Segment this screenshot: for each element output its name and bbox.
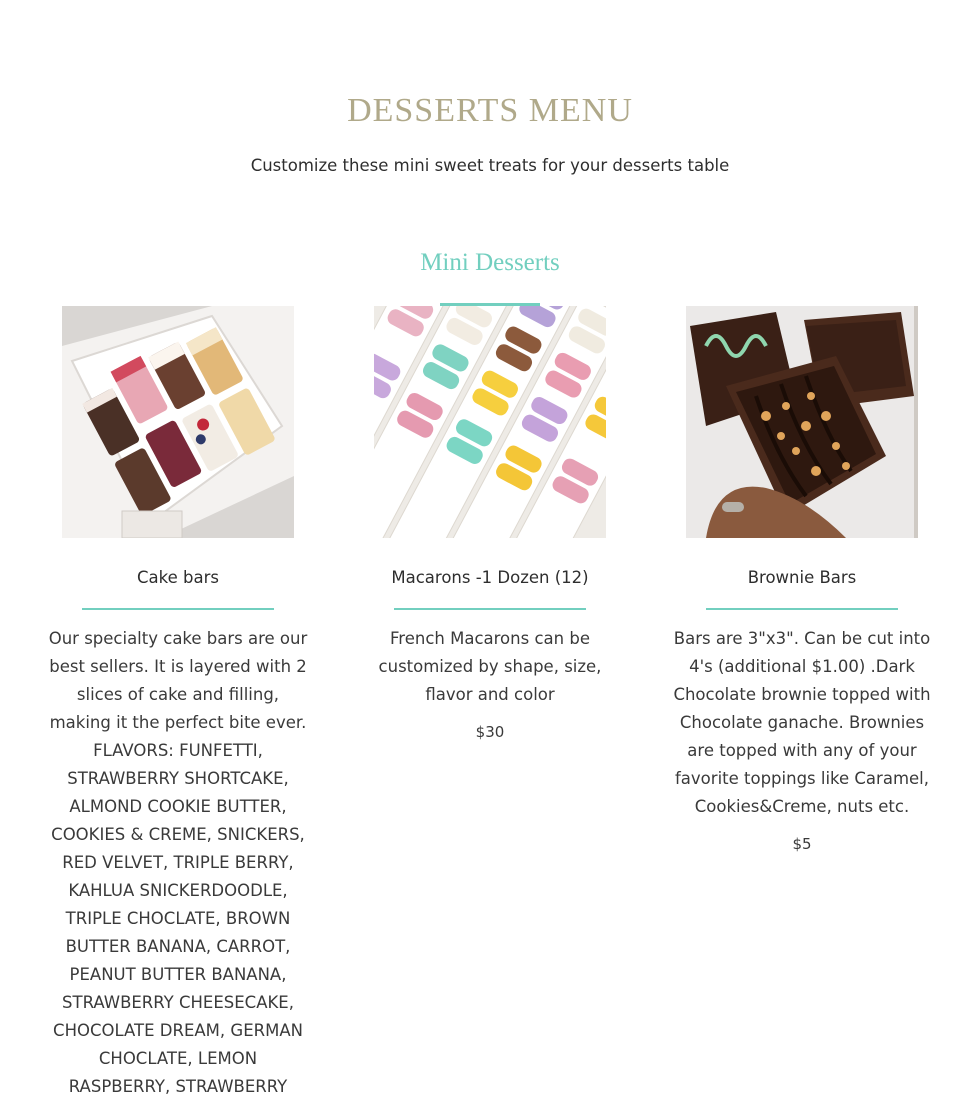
- page-subtitle: Customize these mini sweet treats for your desserts table: [250, 156, 730, 175]
- menu-item-cake-bars: [42, 306, 314, 1101]
- item-price: $30: [475, 723, 505, 741]
- section-title: Mini Desserts: [420, 249, 560, 276]
- item-description: Bars are 3"x3". Can be cut into 4's (additional $1.00) .Dark Chocolate brownie topped with Chocolate ganache. Brownies are topped with any of your favorite toppings like Caramel, Cookies&Creme, nuts etc.: [673, 629, 931, 816]
- page-title: DESSERTS MENU: [347, 92, 633, 129]
- item-description: Our specialty cake bars are our best sellers. It is layered with 2 slices of cake and filling, making it the perfect bite ever. FLAVORS: FUNFETTI, STRAWBERRY SHORTCAKE, ALMOND COOKIE BUTTER, COOKIES & CREME, SNICKERS, RED VELVET, TRIPLE BERRY, KAHLUA SNICKERDOODLE, TRIPLE CHOCLATE, BROWN BUTTER BANANA, CARROT, PEANUT BUTTER BANANA, STRAWBERRY CHEESECAKE, CHOCOLATE DREAM, GERMAN CHOCLATE, LEMON RASPBERRY, STRAWBERRY: [48, 629, 308, 1096]
- item-name: Brownie Bars: [747, 568, 857, 587]
- item-divider: [394, 608, 586, 610]
- item-name: Cake bars: [137, 568, 219, 587]
- menu-item-brownie-bars: [666, 306, 938, 853]
- menu-item-macarons: [354, 306, 626, 741]
- cake-bars-photo[interactable]: [62, 306, 294, 538]
- brownie-bars-photo[interactable]: [686, 306, 918, 538]
- item-price: $5: [792, 835, 812, 853]
- item-name: Macarons -1 Dozen (12): [391, 568, 589, 587]
- macarons-photo[interactable]: [374, 306, 606, 538]
- item-divider: [706, 608, 898, 610]
- item-divider: [82, 608, 274, 610]
- item-description: French Macarons can be customized by shape, size, flavor and color: [378, 629, 602, 704]
